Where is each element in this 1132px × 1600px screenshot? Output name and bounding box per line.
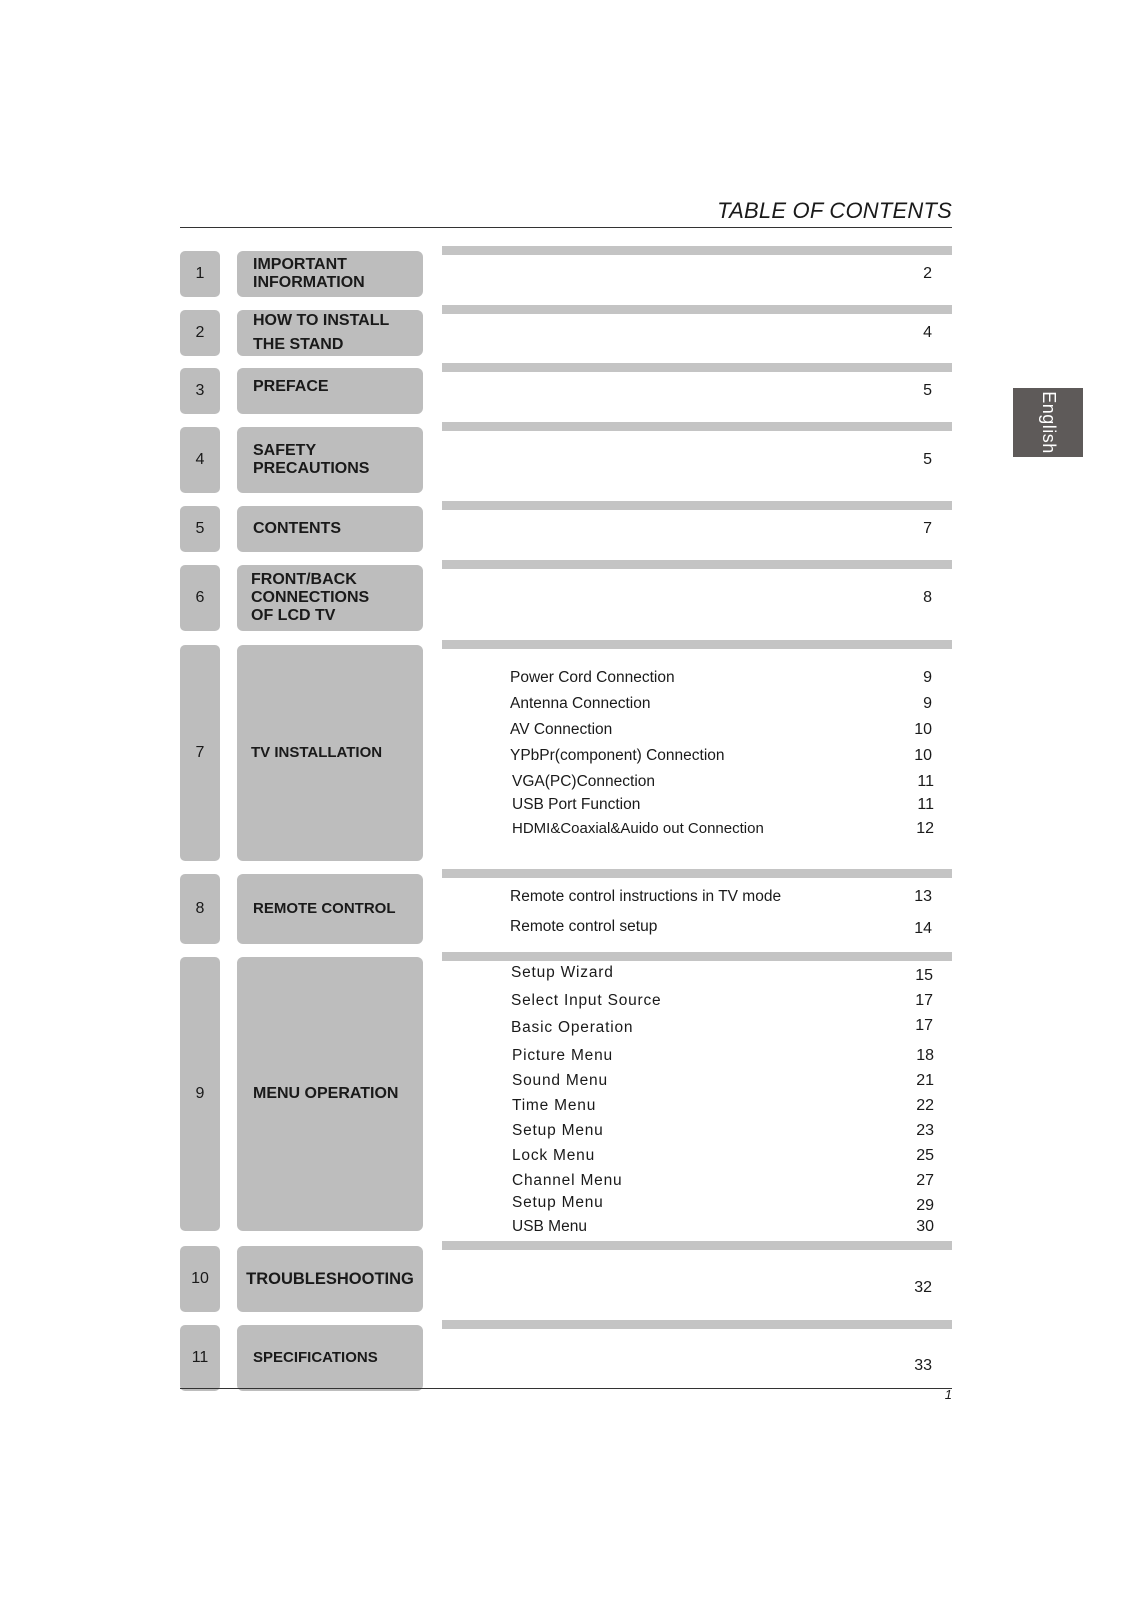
section-number: 6 <box>180 565 220 631</box>
language-tab <box>1013 388 1083 457</box>
section-label: TV INSTALLATION <box>237 645 423 861</box>
section-label: PREFACE <box>237 368 423 414</box>
section-number: 1 <box>180 251 220 297</box>
section-bar <box>442 246 952 255</box>
section-page-number: 8 <box>923 589 932 606</box>
section-bar <box>442 422 952 431</box>
section-number: 9 <box>180 957 220 1231</box>
section-number: 10 <box>180 1246 220 1312</box>
section-label: IMPORTANT INFORMATION <box>237 251 423 297</box>
section-bar <box>442 501 952 510</box>
section-label: MENU OPERATION <box>237 957 423 1231</box>
section-label: HOW TO INSTALL THE STAND <box>237 310 423 356</box>
section-page-number: 33 <box>914 1357 932 1374</box>
section-page-number: 7 <box>923 520 932 537</box>
section-bar <box>442 869 952 878</box>
section-number: 2 <box>180 310 220 356</box>
section-label: REMOTE CONTROL <box>237 874 423 944</box>
section-bar <box>442 560 952 569</box>
section-bar <box>442 363 952 372</box>
header-rule <box>180 227 952 228</box>
section-label: FRONT/BACK CONNECTIONS OF LCD TV <box>237 565 423 631</box>
section-page-number: 4 <box>923 324 932 341</box>
page-title: TABLE OF CONTENTS <box>717 198 952 223</box>
section-label: CONTENTS <box>237 506 423 552</box>
footer-page-number: 1 <box>944 1387 952 1402</box>
section-number: 11 <box>180 1325 220 1391</box>
section-page-number: 2 <box>923 265 932 282</box>
section-bar <box>442 305 952 314</box>
section-number: 4 <box>180 427 220 493</box>
section-bar <box>442 1241 952 1250</box>
section-label: SPECIFICATIONS <box>237 1325 423 1391</box>
section-page-number: 5 <box>923 451 932 468</box>
section-label: SAFETY PRECAUTIONS <box>237 427 423 493</box>
language-tab-label: English <box>1038 391 1059 454</box>
section-bar <box>442 1320 952 1329</box>
section-number: 5 <box>180 506 220 552</box>
section-label: TROUBLESHOOTING <box>237 1246 423 1312</box>
section-bar <box>442 952 952 961</box>
section-number: 3 <box>180 368 220 414</box>
section-number: 8 <box>180 874 220 944</box>
section-page-number: 32 <box>914 1279 932 1296</box>
footer-rule <box>180 1388 952 1389</box>
section-bar <box>442 640 952 649</box>
section-page-number: 5 <box>923 382 932 399</box>
section-number: 7 <box>180 645 220 861</box>
